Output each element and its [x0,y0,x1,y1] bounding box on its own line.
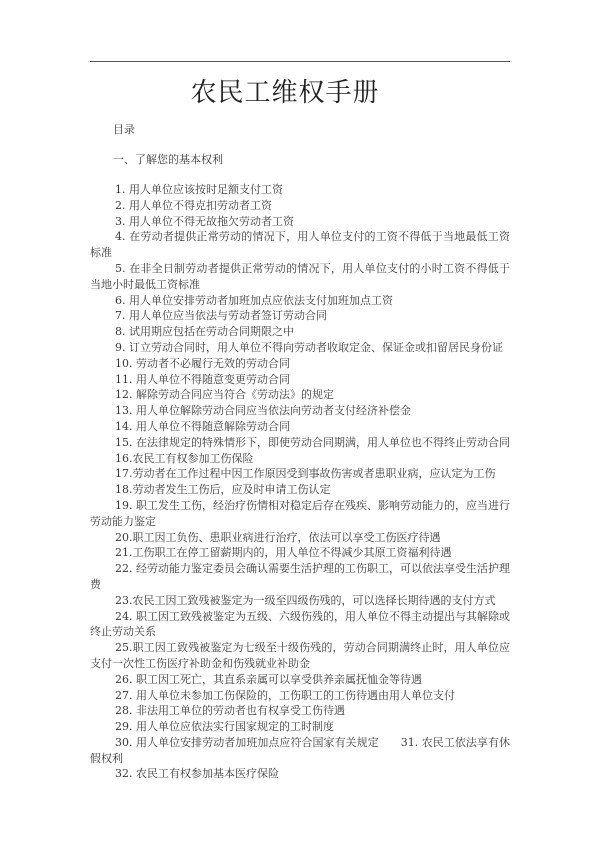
list-item: 27. 用人单位未参加工伤保险的，工伤职工的工伤待遇由用人单位支付 [115,688,455,702]
list-item: 29. 用人单位应依法实行国家规定的工时制度 [115,720,334,734]
list-item: 1. 用人单位应该按时足额支付工资 [115,183,283,196]
list-item: 5. 在非全日制劳动者提供正常劳动的情况下，用人单位支付的小时工资不得低于当地小时最低工资标准 [90,261,510,291]
list-item: 17.劳动者在工作过程中因工作原因受到事故伤害或者患职业病，应认定为工伤 [115,467,496,481]
list-item: 8. 试用期应包括在劳动合同期限之中 [115,325,294,339]
list-item: 30. 用人单位安排劳动者加班加点应符合国家有关规定 31. 农民工依法享有休假权利 [90,735,510,765]
list-item: 13. 用人单位解除劳动合同应当依法向劳动者支付经济补偿金 [115,404,411,418]
list-item: 19. 职工发生工伤，经治疗伤情相对稳定后存在残疾、影响劳动能力的，应当进行劳动能力鉴定 [90,498,510,528]
list-item: 10. 劳动者不必履行无效的劳动合同 [115,356,290,370]
list-item: 20.职工因工负伤、患职业病进行治疗，依法可以享受工伤医疗待遇 [115,530,441,544]
list-item: 15. 在法律规定的特殊情形下，即使劳动合同期满，用人单位也不得终止劳动合同 [115,435,510,449]
toc-label: 目录 [113,123,135,136]
list-item: 23.农民工因工致残被鉴定为一级至四级伤残的，可以选择长期待遇的支付方式 [115,593,496,607]
list-item: 3. 用人单位不得无故拖欠劳动者工资 [115,214,294,228]
rights-list [90,182,510,782]
list-item: 21.工伤职工在停工留薪期内的，用人单位不得减少其原工资福利待遇 [115,546,452,560]
list-item: 25.职工因工致残被鉴定为七级至十级伤残的，劳动合同期满终止时，用人单位应支付一次性工伤医疗补助金和伤残就业补助金 [90,641,510,670]
list-item: 12. 解除劳动合同应当符合《劳动法》的规定 [115,388,334,402]
header-rule [90,61,510,62]
list-item: 22. 经劳动能力鉴定委员会确认需要生活护理的工伤职工，可以依法享受生活护理费 [90,562,510,591]
document-title: 农民工维权手册 [190,78,380,108]
list-item: 24. 职工因工致残被鉴定为五级、六级伤残的，用人单位不得主动提出与其解除或终止劳动关系 [90,609,510,639]
list-item: 6. 用人单位安排劳动者加班加点应依法支付加班加点工资 [115,293,393,307]
list-item: 7. 用人单位应当依法与劳动者签订劳动合同 [115,309,327,323]
list-item: 28. 非法用工单位的劳动者也有权享受工伤待遇 [115,704,345,718]
list-item: 18.劳动者发生工伤后，应及时申请工伤认定 [115,483,331,497]
list-item: 2. 用人单位不得克扣劳动者工资 [115,198,272,212]
list-item: 32. 农民工有权参加基本医疗保险 [115,767,279,781]
section-heading: 一、了解您的基本权利 [113,153,223,166]
list-item: 14. 用人单位不得随意解除劳动合同 [115,419,290,433]
list-item: 16.农民工有权参加工伤保险 [115,451,254,465]
list-item: 9. 订立劳动合同时，用人单位不得向劳动者收取定金、保证金或扣留居民身份证 [115,340,503,354]
list-item: 11. 用人单位不得随意变更劳动合同 [115,372,290,386]
list-item: 26. 职工因工死亡，其直系亲属可以享受供养亲属抚恤金等待遇 [115,672,422,686]
list-item: 4. 在劳动者提供正常劳动的情况下，用人单位支付的工资不得低于当地最低工资标准 [90,230,510,260]
